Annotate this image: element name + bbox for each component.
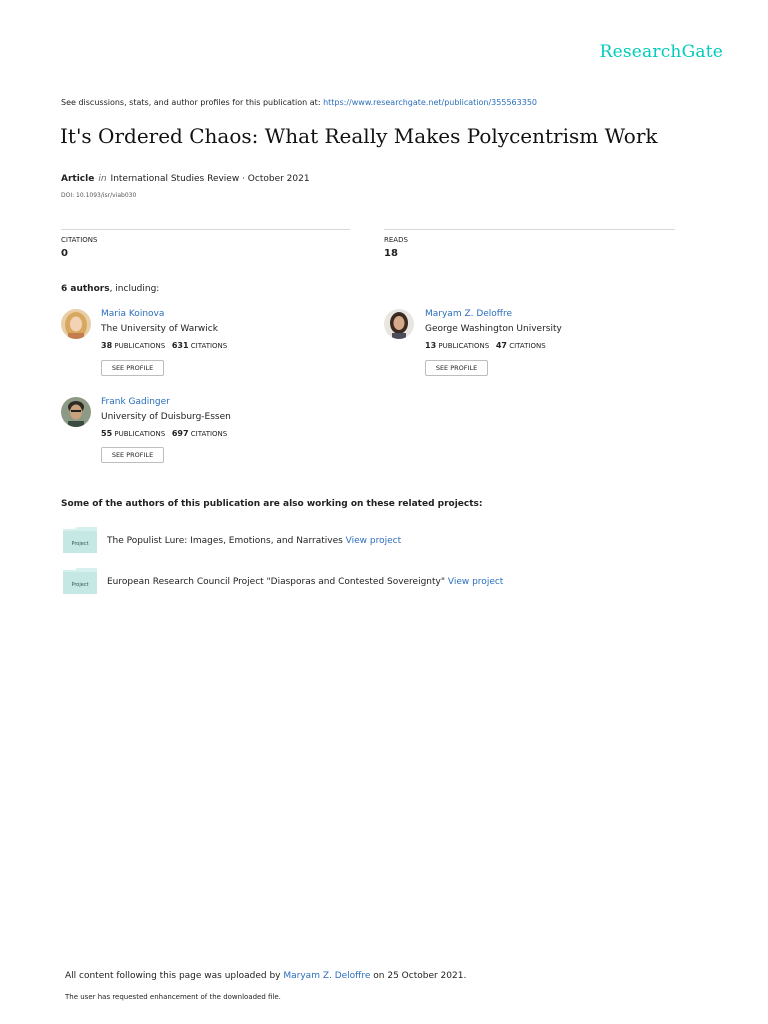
citations-count: 47	[495, 341, 507, 350]
publications-count: 55	[101, 429, 113, 438]
publications-count: 38	[101, 341, 113, 350]
project-icon-label: Project	[71, 541, 89, 547]
publications-label: PUBLICATIONS	[114, 342, 166, 350]
see-profile-button[interactable]: SEE PROFILE	[101, 447, 164, 463]
publications-count: 13	[425, 341, 437, 350]
journal-date: International Studies Review · October 2021	[110, 174, 310, 184]
upload-note	[65, 971, 466, 981]
project-item	[107, 577, 503, 587]
uploader-link[interactable]: Maryam Z. Deloffre	[283, 971, 371, 981]
project-icon-label: Project	[71, 582, 89, 588]
publications-label: PUBLICATIONS	[438, 342, 490, 350]
project-item	[107, 536, 401, 546]
author-stats	[101, 341, 227, 350]
avatar-photo-icon	[384, 309, 414, 339]
article-title: It's Ordered Chaos: What Really Makes Polycentrism Work	[60, 124, 658, 148]
discussions-text: See discussions, stats, and author profiles for this publication at:	[61, 98, 324, 107]
author-name-link[interactable]: Frank Gadinger	[101, 397, 170, 407]
discussions-line	[61, 98, 537, 107]
author-institution: George Washington University	[425, 324, 562, 334]
citations-count: 697	[171, 429, 189, 438]
author-name-link[interactable]: Maria Koinova	[101, 309, 165, 319]
author-name-link[interactable]: Maryam Z. Deloffre	[425, 309, 513, 319]
author-avatar[interactable]	[61, 309, 91, 339]
doi: DOI: 10.1093/isr/viab030	[61, 192, 137, 199]
avatar-photo-icon	[61, 397, 91, 427]
citations-label: CITATIONS	[61, 236, 98, 244]
upload-prefix: All content following this page was uploaded by	[65, 971, 284, 981]
avatar-photo-icon	[61, 309, 91, 339]
in-word: in	[98, 174, 107, 184]
citations-stat-label: CITATIONS	[190, 430, 228, 438]
see-profile-button[interactable]: SEE PROFILE	[101, 360, 164, 376]
project-title: European Research Council Project "Diasporas and Contested Sovereignty"	[107, 577, 448, 587]
project-folder-icon	[63, 568, 97, 594]
project-title: The Populist Lure: Images, Emotions, and Narratives	[107, 536, 346, 546]
related-projects-heading: Some of the authors of this publication are also working on these related projects:	[61, 499, 483, 509]
reads-label: READS	[384, 236, 408, 244]
author-avatar[interactable]	[384, 309, 414, 339]
citations-count: 631	[171, 341, 189, 350]
publications-label: PUBLICATIONS	[114, 430, 166, 438]
reads-value: 18	[384, 248, 398, 259]
article-type: Article	[61, 174, 95, 184]
citations-value: 0	[61, 248, 68, 259]
author-stats	[425, 341, 546, 350]
article-meta	[61, 174, 310, 184]
citations-divider	[61, 229, 350, 230]
author-institution: University of Duisburg-Essen	[101, 412, 231, 422]
author-stats	[101, 429, 227, 438]
author-institution: The University of Warwick	[101, 324, 218, 334]
view-project-link[interactable]: View project	[447, 577, 504, 587]
view-project-link[interactable]: View project	[345, 536, 402, 546]
author-avatar[interactable]	[61, 397, 91, 427]
project-folder-icon	[63, 527, 97, 553]
publication-url-link[interactable]: https://www.researchgate.net/publication/355563350	[323, 98, 537, 107]
upload-suffix: on 25 October 2021.	[370, 971, 467, 981]
citations-stat-label: CITATIONS	[509, 342, 546, 350]
authors-intro-rest: , including:	[109, 284, 160, 294]
see-profile-button[interactable]: SEE PROFILE	[425, 360, 488, 376]
citations-stat-label: CITATIONS	[190, 342, 228, 350]
authors-count: 6 authors	[61, 284, 110, 294]
enhancement-note: The user has requested enhancement of the downloaded file.	[65, 993, 281, 1001]
reads-divider	[384, 229, 675, 230]
authors-intro	[61, 284, 159, 294]
researchgate-logo[interactable]: ResearchGate	[599, 42, 723, 62]
